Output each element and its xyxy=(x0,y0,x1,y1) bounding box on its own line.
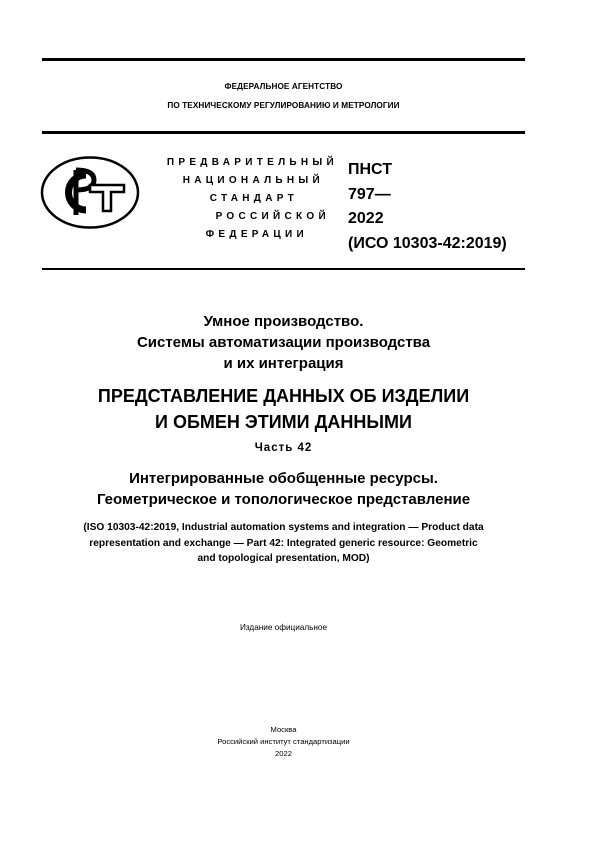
imprint-year: 2022 xyxy=(275,749,292,758)
status-line: ФЕДЕРАЦИИ xyxy=(205,229,308,240)
standard-designation xyxy=(348,158,507,256)
main-title-line: И ОБМЕН ЭТИМИ ДАННЫМИ xyxy=(155,412,412,432)
designation-number: 797— xyxy=(348,185,391,203)
designation-iso-ref: (ИСО 10303-42:2019) xyxy=(348,234,507,252)
international-title-line: (ISO 10303-42:2019, Industrial automation systems and integration — Product data xyxy=(83,522,484,533)
part-title-line: Интегрированные обобщенные ресурсы. xyxy=(129,470,438,487)
rst-emblem-icon xyxy=(40,155,140,230)
series-title xyxy=(42,311,525,374)
part-title xyxy=(42,468,525,510)
designation-year: 2022 xyxy=(348,210,384,227)
part-number: Часть 42 xyxy=(254,442,313,454)
international-title xyxy=(42,520,525,567)
series-title-line: и их интеграция xyxy=(223,355,344,372)
series-title-line: Умное производство. xyxy=(203,313,364,330)
top-rule xyxy=(42,58,525,61)
status-line: ПРЕДВАРИТЕЛЬНЫЙ xyxy=(166,157,338,168)
status-line: СТАНДАРТ xyxy=(209,193,298,204)
agency-line-1: ФЕДЕРАЛЬНОЕ АГЕНТСТВО xyxy=(224,82,343,91)
status-line: РОССИЙСКОЙ xyxy=(215,211,330,222)
main-title xyxy=(42,383,525,435)
imprint-city: Москва xyxy=(270,725,297,734)
agency-line-2: ПО ТЕХНИЧЕСКОМУ РЕГУЛИРОВАНИЮ И МЕТРОЛОГИИ xyxy=(167,101,400,110)
edition-label: Издание официальное xyxy=(239,623,328,632)
status-line: НАЦИОНАЛЬНЫЙ xyxy=(182,175,324,186)
header-rule xyxy=(42,131,525,134)
part-title-line: Геометрическое и топологическое представление xyxy=(96,491,471,508)
international-title-line: representation and exchange — Part 42: Integrated generic resource: Geometric xyxy=(89,537,478,549)
standard-status-block xyxy=(148,154,338,244)
imprint xyxy=(42,724,525,760)
designation-code: ПНСТ xyxy=(348,161,392,178)
series-title-line: Системы автоматизации производства xyxy=(136,334,431,351)
designation-rule xyxy=(42,268,525,270)
imprint-publisher: Российский институт стандартизации xyxy=(217,737,350,746)
international-title-line: and topological presentation, MOD) xyxy=(197,553,370,564)
main-title-line: ПРЕДСТАВЛЕНИЕ ДАННЫХ ОБ ИЗДЕЛИИ xyxy=(97,386,470,406)
